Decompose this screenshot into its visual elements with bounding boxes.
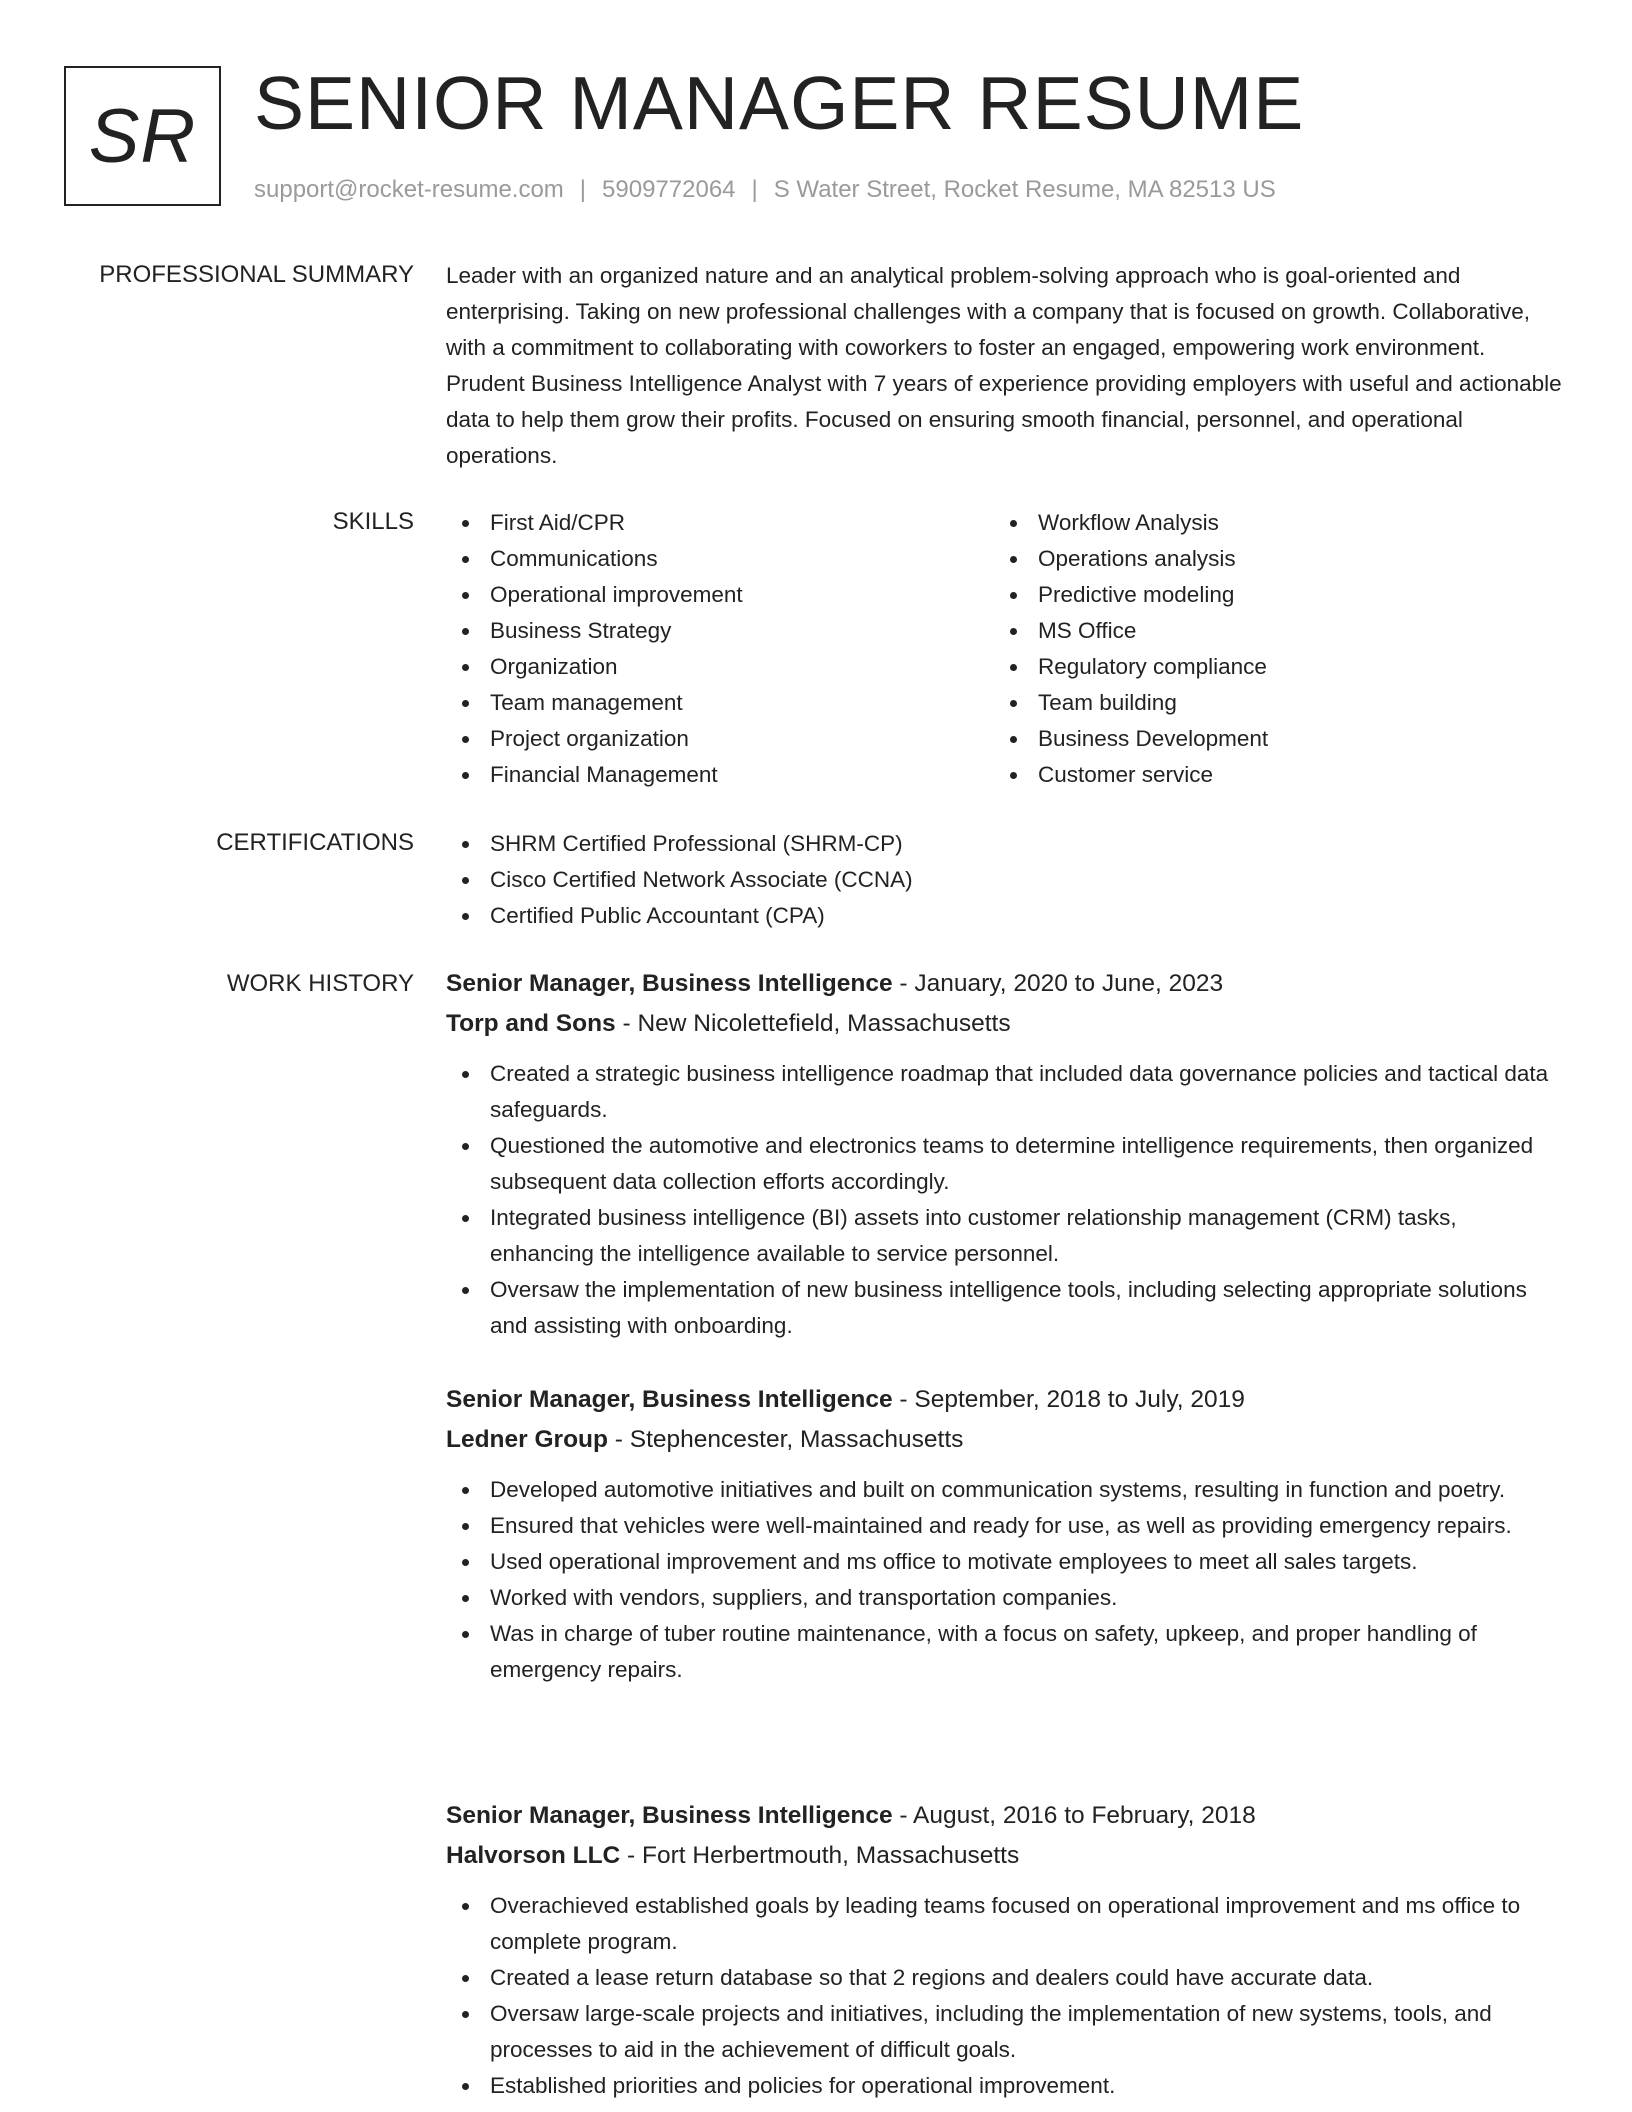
- job-bullet: Oversaw large-scale projects and initiatives, including the implementation of new systems, tools, and processes to aid in the achievement of difficult goals.: [446, 1996, 1566, 2068]
- dash: -: [892, 970, 915, 997]
- skill-item: Business Strategy: [446, 613, 994, 649]
- section-label-certifications: CERTIFICATIONS: [216, 829, 414, 856]
- certification-item: Certified Public Accountant (CPA): [446, 898, 1566, 934]
- job-bullet: Developed automotive initiatives and built on communication systems, resulting in function and poetry.: [446, 1472, 1566, 1508]
- skill-item: Financial Management: [446, 757, 994, 793]
- job-company-line: [446, 1836, 1566, 1876]
- contact-address: S Water Street, Rocket Resume, MA 82513 US: [773, 176, 1276, 203]
- job-bullet: Was in charge of tuber routine maintenance, with a focus on safety, upkeep, and proper handling of emergency repairs.: [446, 1616, 1566, 1688]
- section-label-skills: SKILLS: [332, 508, 414, 535]
- job-bullet: Overachieved established goals by leading teams focused on operational improvement and ms office to complete program.: [446, 1888, 1566, 1960]
- skill-item: Organization: [446, 649, 994, 685]
- skills-section: [446, 505, 1566, 793]
- job-bullet: Created a strategic business intelligence roadmap that included data governance policies and tactical data safeguards.: [446, 1056, 1566, 1128]
- job-bullets: [446, 1056, 1566, 1344]
- job-bullets: [446, 1888, 1566, 2104]
- job-company-line: [446, 1004, 1566, 1044]
- skill-item: MS Office: [994, 613, 1542, 649]
- skill-item: Regulatory compliance: [994, 649, 1542, 685]
- job-title: Senior Manager, Business Intelligence: [446, 1802, 893, 1829]
- skill-item: First Aid/CPR: [446, 505, 994, 541]
- job-location: Fort Herbertmouth, Massachusetts: [642, 1842, 1020, 1869]
- job-bullet: Used operational improvement and ms office to motivate employees to meet all sales targets.: [446, 1544, 1566, 1580]
- job-company: Ledner Group: [446, 1426, 608, 1453]
- contact-email[interactable]: support@rocket-resume.com: [254, 176, 564, 203]
- summary-text: Leader with an organized nature and an analytical problem-solving approach who is goal-oriented and enterprising. Taking on new professional challenges with a company that is focused on growth. Collaborative, with a commitment to collaborating with coworkers to foster an engaged, empowering work environment. Prudent Business Intelligence Analyst with 7 years of experience providing employers with useful and actionable data to help them grow their profits. Focused on ensuring smooth financial, personnel, and operational operations.: [446, 263, 1562, 468]
- job-bullet: Ensured that vehicles were well-maintained and ready for use, as well as providing emergency repairs.: [446, 1508, 1566, 1544]
- job-bullet: Integrated business intelligence (BI) assets into customer relationship management (CRM) tasks, enhancing the intelligence available to service personnel.: [446, 1200, 1566, 1272]
- skill-item: Workflow Analysis: [994, 505, 1542, 541]
- skill-item: Business Development: [994, 721, 1542, 757]
- skill-item: Predictive modeling: [994, 577, 1542, 613]
- job-entry: [446, 1796, 1566, 2104]
- job-bullet: Established priorities and policies for operational improvement.: [446, 2068, 1566, 2104]
- skill-item: Project organization: [446, 721, 994, 757]
- dash: -: [620, 1842, 643, 1869]
- job-dates: September, 2018 to July, 2019: [914, 1386, 1245, 1413]
- job-entry: [446, 964, 1566, 1344]
- skill-item: Team management: [446, 685, 994, 721]
- job-location: Stephencester, Massachusetts: [629, 1426, 964, 1453]
- certifications-section: [446, 826, 1566, 934]
- job-title-line: [446, 1380, 1566, 1420]
- contact-phone[interactable]: 5909772064: [602, 176, 736, 203]
- monogram-logo: [64, 66, 221, 206]
- job-title: Senior Manager, Business Intelligence: [446, 970, 893, 997]
- summary-section: [446, 258, 1566, 474]
- dash: -: [892, 1802, 914, 1829]
- skill-item: Team building: [994, 685, 1542, 721]
- job-location: New Nicolettefield, Massachusetts: [637, 1010, 1011, 1037]
- job-title-line: [446, 964, 1566, 1004]
- job-title: Senior Manager, Business Intelligence: [446, 1386, 893, 1413]
- job-bullets: [446, 1472, 1566, 1688]
- skill-item: Operations analysis: [994, 541, 1542, 577]
- dash: -: [615, 1010, 638, 1037]
- job-entry: [446, 1380, 1566, 1688]
- monogram-initials: SR: [88, 93, 197, 179]
- skills-list-right: [994, 505, 1542, 793]
- contact-separator: |: [751, 176, 758, 203]
- certification-item: SHRM Certified Professional (SHRM-CP): [446, 826, 1566, 862]
- contact-line: [254, 174, 1276, 206]
- skill-item: Communications: [446, 541, 994, 577]
- job-bullet: Questioned the automotive and electronics teams to determine intelligence requirements, then organized subsequent data collection efforts accordingly.: [446, 1128, 1566, 1200]
- section-label-work-history: WORK HISTORY: [226, 970, 414, 997]
- dash: -: [892, 1386, 915, 1413]
- job-bullet: Oversaw the implementation of new business intelligence tools, including selecting appropriate solutions and assisting with onboarding.: [446, 1272, 1566, 1344]
- certifications-list: [446, 826, 1566, 934]
- job-bullet: Worked with vendors, suppliers, and transportation companies.: [446, 1580, 1566, 1616]
- dash: -: [607, 1426, 630, 1453]
- job-bullet: Created a lease return database so that 2 regions and dealers could have accurate data.: [446, 1960, 1566, 1996]
- skill-item: Customer service: [994, 757, 1542, 793]
- job-company-line: [446, 1420, 1566, 1460]
- job-title-line: [446, 1796, 1566, 1836]
- job-company: Halvorson LLC: [446, 1842, 621, 1869]
- job-dates: August, 2016 to February, 2018: [913, 1802, 1256, 1829]
- job-dates: January, 2020 to June, 2023: [914, 970, 1224, 997]
- resume-title: SENIOR MANAGER RESUME: [254, 61, 1305, 145]
- skills-list-left: [446, 505, 994, 793]
- job-company: Torp and Sons: [446, 1010, 616, 1037]
- contact-separator: |: [579, 176, 587, 203]
- certification-item: Cisco Certified Network Associate (CCNA): [446, 862, 1566, 898]
- skill-item: Operational improvement: [446, 577, 994, 613]
- section-label-summary: PROFESSIONAL SUMMARY: [99, 261, 414, 288]
